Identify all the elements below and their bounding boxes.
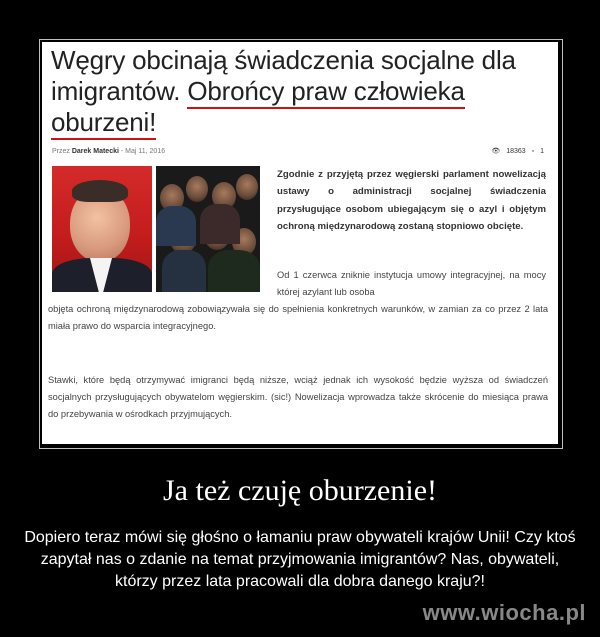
paragraph-3: Stawki, które będą otrzymywać imigranci będą niższe, wciąż jednak ich wysokość będzie wyższa od świadczeń socjalnych przysługujących obywatelom węgierskim. (sic!) Nowelizacja wprowadza także skrócenie do miesiąca prawa do przebywania w ośrodkach przyjmujących. bbox=[48, 375, 548, 420]
publish-date: - Maj 11, 2016 bbox=[118, 148, 166, 155]
demotivator-caption: Ja też czuję oburzenie! bbox=[163, 474, 437, 507]
headline-part1: Węgry obcinają świadczenia socjalne dla imigrantów. bbox=[51, 45, 516, 106]
comment-icon: ▫ bbox=[531, 148, 535, 155]
meta-prefix: Przez bbox=[52, 148, 72, 155]
demotivator-description: Dopiero teraz mówi się głośno o łamaniu praw obywateli krajów Unii! Czy ktoś zapytał nas o zdanie na temat przyjmowania imigrantów? Nas, obywateli, którzy przez lata pracowali dla dobra danego kraju?! bbox=[24, 529, 576, 590]
eye-icon: 👁︎ bbox=[491, 148, 501, 155]
lead-paragraph: Zgodnie z przyjętą przez węgierski parlament nowelizacją ustawy o administracji socjalnej świadczenia przysługujące osobom ubiegającym się o azyl i objętym ochroną międzynarodową zostaną stopniowo obcięte. bbox=[277, 169, 546, 232]
article-meta bbox=[52, 148, 165, 155]
views-count: 18363 bbox=[506, 148, 526, 155]
author-name: Darek Matecki bbox=[71, 148, 119, 155]
article-stats bbox=[487, 147, 544, 155]
site-watermark: www.wiocha.pl bbox=[422, 600, 586, 625]
paragraph-2-rest: objęta ochroną międzynarodową zobowiązywała się do spełnienia konkretnych warunków, w zamian za co przez 2 lata miała prawo do wsparcia integracyjnego. bbox=[48, 304, 548, 332]
comments-count: 1 bbox=[540, 148, 544, 155]
paragraph-2-start: Od 1 czerwca zniknie instytucja umowy integracyjnej, na mocy której azylant lub osoba bbox=[277, 270, 546, 298]
migrants-photo bbox=[156, 166, 260, 292]
article-card bbox=[42, 42, 558, 444]
politician-photo bbox=[52, 166, 152, 292]
headline-part2-underlined: Obrońcy praw człowieka oburzeni! bbox=[51, 76, 465, 140]
article-headline bbox=[51, 45, 551, 138]
